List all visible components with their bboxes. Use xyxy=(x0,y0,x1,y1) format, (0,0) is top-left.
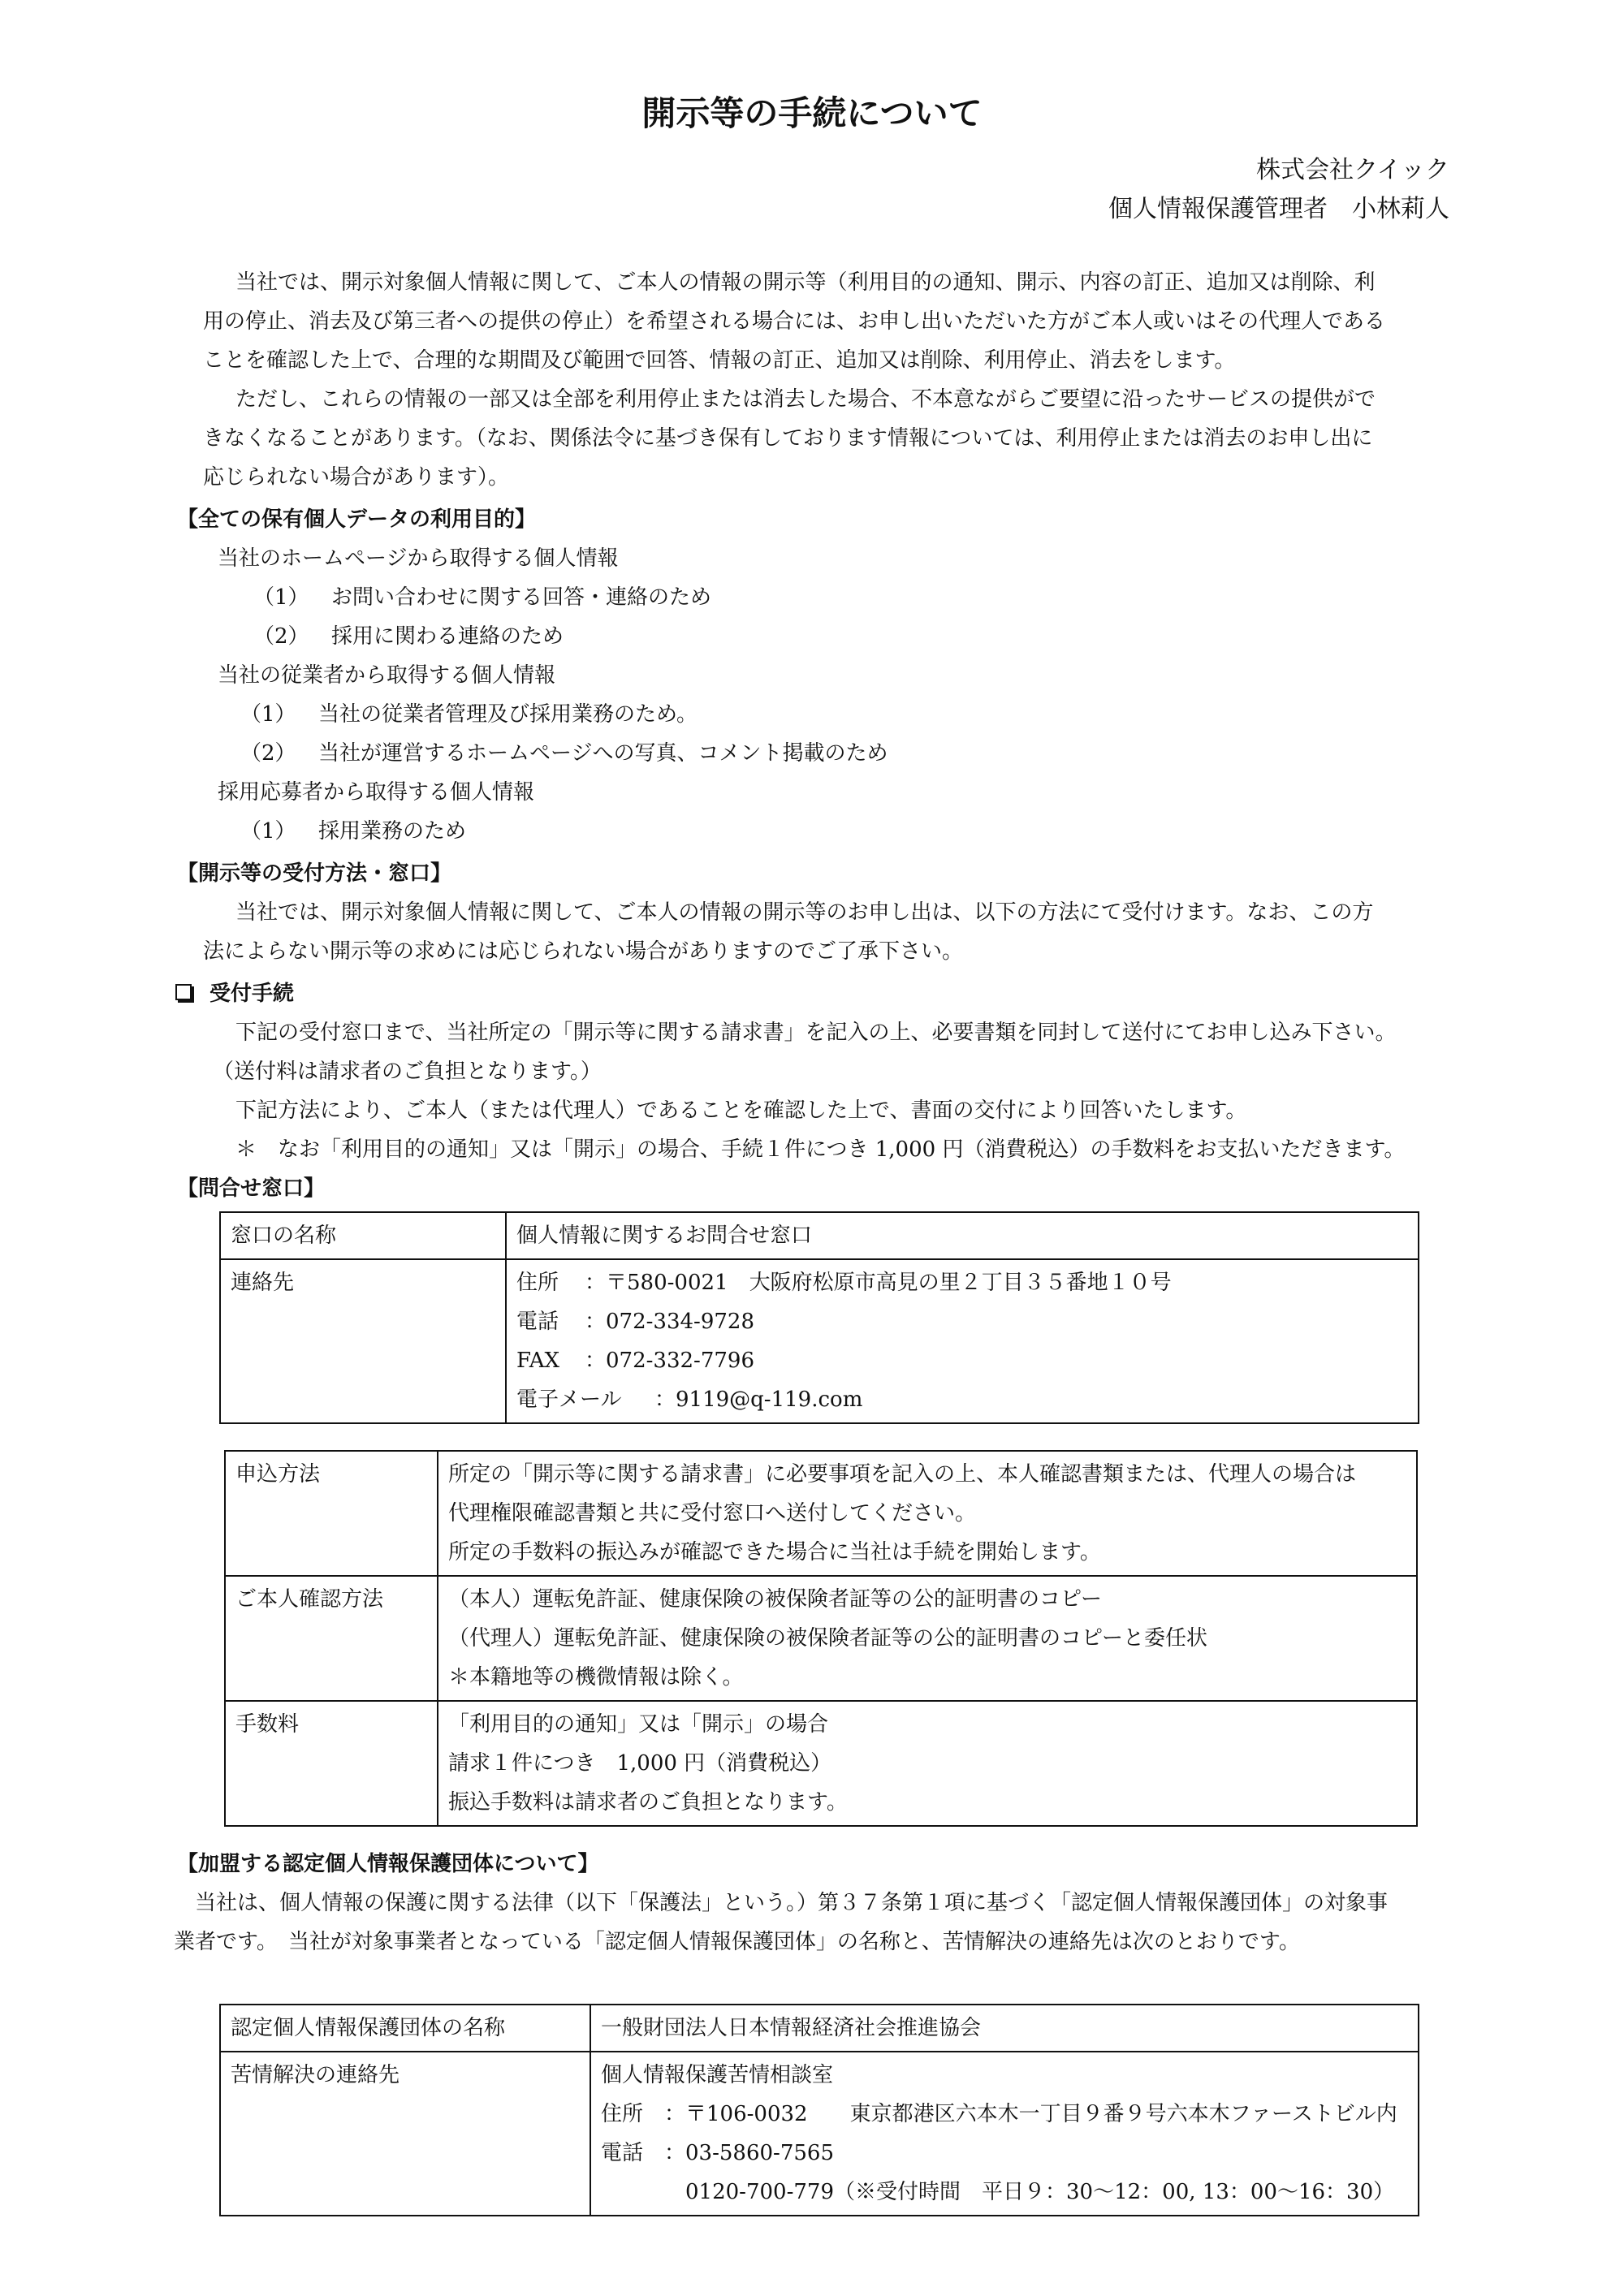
table-row xyxy=(225,1576,1417,1701)
table-label: 窓口の名称 xyxy=(220,1212,506,1259)
contact-line: FAX ：072-332-7796 xyxy=(516,1349,754,1373)
intro-line: ことを確認した上で、合理的な期間及び範囲で回答、情報の訂正、追加又は削除、利用停止、消去をします。 xyxy=(203,348,1236,373)
purpose-group-label: 当社のホームページから取得する個人情報 xyxy=(218,546,619,571)
table-value: （本人）運転免許証、健康保険の被保険者証等の公的証明書のコピー （代理人）運転免許証、健康保険の被保険者証等の公的証明書のコピーと委任状 ＊本籍地等の機微情報は除く。 xyxy=(438,1576,1417,1701)
contact-table xyxy=(219,1211,1419,1424)
table-row xyxy=(220,2052,1419,2216)
intro-line: 応じられない場合があります）。 xyxy=(203,465,510,490)
purpose-item: （2） 当社が運営するホームページへの写真、コメント掲載のため xyxy=(240,741,888,766)
procedure-line: ＊ なお「利用目的の通知」又は「開示」の場合、手続１件につき 1,000 円（消費税込）の手数料をお支払いただきます。 xyxy=(235,1137,1406,1162)
intro-line: 用の停止、消去及び第三者への提供の停止）を希望される場合には、お申し出いただいた方がご本人或いはその代理人である xyxy=(203,309,1386,334)
intro-line: 当社では、開示対象個人情報に関して、ご本人の情報の開示等（利用目的の通知、開示、内容の訂正、追加又は削除、利 xyxy=(235,270,1376,295)
table-label: 認定個人情報保護団体の名称 xyxy=(220,2005,590,2052)
purpose-item: （1） 採用業務のため xyxy=(240,819,467,844)
intro-line: きなくなることがあります。（なお、関係法令に基づき保有しております情報については、利用停止または消去のお申し出に xyxy=(203,426,1373,451)
association-line: 業者です。 当社が対象事業者となっている「認定個人情報保護団体」の名称と、苦情解決の連絡先は次のとおりです。 xyxy=(174,1930,1300,1954)
table-value: 所定の「開示等に関する請求書」に必要事項を記入の上、本人確認書類または、代理人の場合は 代理権限確認書類と共に受付窓口へ送付してください。 所定の手数料の振込みが確認できた場合に当社は手続を開始します。 xyxy=(438,1451,1417,1576)
procedure-heading: 受付手続 xyxy=(175,978,294,1010)
contact-heading: 【問合せ窓口】 xyxy=(177,1176,326,1201)
procedure-line: （送付料は請求者のご負担となります。） xyxy=(213,1060,602,1084)
reception-line: 当社では、開示対象個人情報に関して、ご本人の情報の開示等のお申し出は、以下の方法にて受付けます。なお、この方 xyxy=(235,900,1374,925)
complaint-contact: 個人情報保護苦情相談室 住所 ：〒106-0032 東京都港区六本木一丁目９番９号六本木ファーストビル内 電話 ：03-5860-7565 0120-700-779（※受付時間 平日９：30～12：00, 13：00～16：30） xyxy=(590,2052,1419,2216)
page-title: 開示等の手続について xyxy=(641,93,983,133)
checkbox-icon xyxy=(175,984,192,1000)
table-row xyxy=(220,2005,1419,2052)
procedure-line: 下記の受付窓口まで、当社所定の「開示等に関する請求書」を記入の上、必要書類を同封して送付にてお申し込み下さい。 xyxy=(235,1021,1397,1045)
purpose-group-label: 当社の従業者から取得する個人情報 xyxy=(218,663,556,688)
reception-line: 法によらない開示等の求めには応じられない場合がありますのでご了承下さい。 xyxy=(203,939,964,964)
table-row xyxy=(220,1212,1419,1259)
table-value: 「利用目的の通知」又は「開示」の場合 請求１件につき 1,000 円（消費税込） 振込手数料は請求者のご負担となります。 xyxy=(438,1701,1417,1826)
table-row xyxy=(225,1701,1417,1826)
contact-details xyxy=(506,1259,1419,1423)
association-table xyxy=(219,2004,1419,2216)
table-value: 一般財団法人日本情報経済社会推進協会 xyxy=(590,2005,1419,2052)
purpose-group-label: 採用応募者から取得する個人情報 xyxy=(218,780,535,805)
contact-line: 電子メール ：9119@q-119.com xyxy=(516,1388,863,1412)
privacy-manager: 個人情報保護管理者 小林莉人 xyxy=(1108,195,1449,223)
application-table xyxy=(224,1450,1418,1827)
association-heading: 【加盟する認定個人情報保護団体について】 xyxy=(177,1852,599,1876)
purposes-heading: 【全ての保有個人データの利用目的】 xyxy=(177,507,537,532)
table-value: 個人情報に関するお問合せ窓口 xyxy=(506,1212,1419,1259)
table-row xyxy=(220,1259,1419,1423)
purpose-item: （1） 当社の従業者管理及び採用業務のため。 xyxy=(240,702,698,727)
purpose-item: （2） 採用に関わる連絡のため xyxy=(253,624,564,649)
table-row xyxy=(225,1451,1417,1576)
reception-heading: 【開示等の受付方法・窓口】 xyxy=(177,861,452,886)
table-label: 苦情解決の連絡先 xyxy=(220,2052,590,2216)
intro-line: ただし、これらの情報の一部又は全部を利用停止または消去した場合、不本意ながらご要望に沿ったサービスの提供がで xyxy=(235,387,1376,412)
company-name: 株式会社クイック xyxy=(1256,156,1449,184)
table-label: 申込方法 xyxy=(225,1451,438,1576)
purpose-item: （1） お問い合わせに関する回答・連絡のため xyxy=(253,585,712,610)
contact-line: 住所 ：〒580-0021 大阪府松原市高見の里２丁目３５番地１０号 xyxy=(516,1271,1172,1295)
table-label: 連絡先 xyxy=(220,1259,506,1423)
contact-line: 電話 ：072-334-9728 xyxy=(516,1310,754,1334)
procedure-line: 下記方法により、ご本人（または代理人）であることを確認した上で、書面の交付により回答いたします。 xyxy=(235,1098,1247,1123)
association-line: 当社は、個人情報の保護に関する法律（以下「保護法」という。）第３７条第１項に基づく「認定個人情報保護団体」の対象事 xyxy=(195,1891,1389,1915)
table-label: 手数料 xyxy=(225,1701,438,1826)
table-label: ご本人確認方法 xyxy=(225,1576,438,1701)
